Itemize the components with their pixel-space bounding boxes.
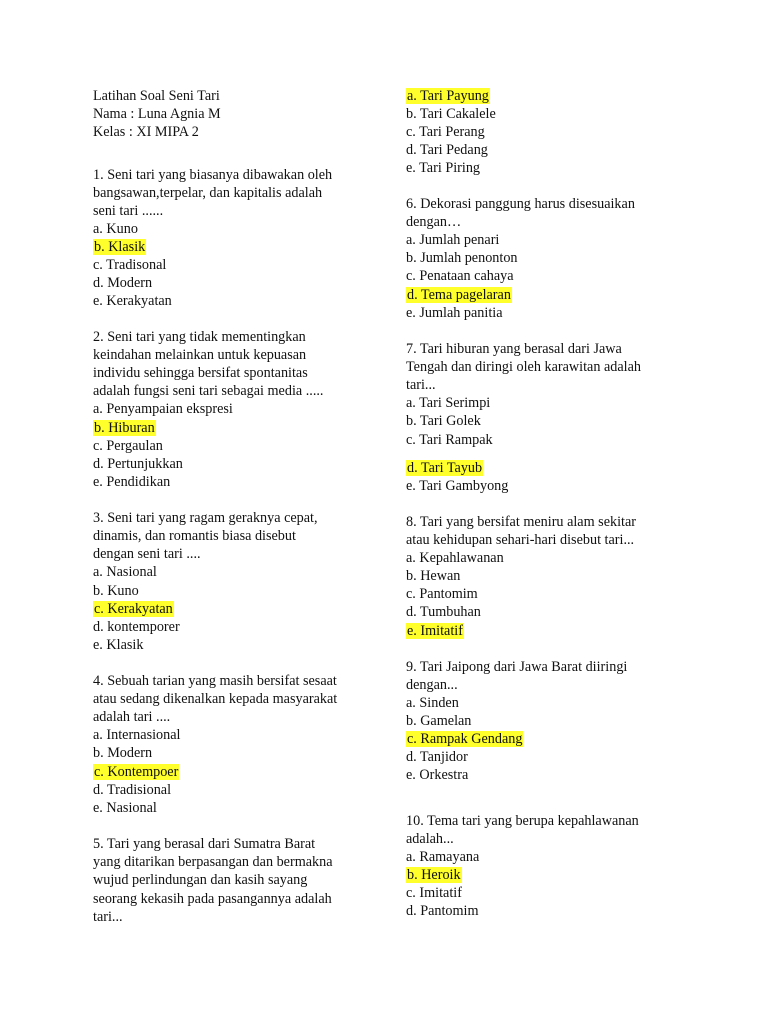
answer-option: d. Tumbuhan <box>406 604 481 620</box>
answer-option: d. kontemporer <box>93 619 180 635</box>
answer-option: b. Hewan <box>406 568 461 584</box>
answer-option: d. Tradisional <box>93 782 172 798</box>
highlighted-answer: b. Hiburan <box>94 420 155 436</box>
highlighted-answer: a. Tari Payung <box>407 88 489 104</box>
answer-option: a. Tari Serimpi <box>406 395 491 411</box>
highlighted-answer: d. Tari Tayub <box>407 460 483 476</box>
answer-option-selected <box>406 87 490 105</box>
question-text: Tengah dan diringi oleh karawitan adalah <box>406 359 641 375</box>
answer-option: a. Penyampaian ekspresi <box>93 401 233 417</box>
answer-option: a. Sinden <box>406 695 459 711</box>
answer-option: b. Kuno <box>93 583 139 599</box>
question-text: dengan... <box>406 677 458 693</box>
highlighted-answer: b. Klasik <box>94 239 146 255</box>
highlighted-answer: c. Rampak Gendang <box>407 731 523 747</box>
question-text: 9. Tari Jaipong dari Jawa Barat diiringi <box>406 659 628 675</box>
highlighted-answer: c. Kerakyatan <box>94 601 173 617</box>
answer-option: e. Tari Piring <box>406 160 481 176</box>
answer-option-selected <box>93 238 146 256</box>
question-text: individu sehingga bersifat spontanitas <box>93 365 308 381</box>
answer-option: b. Tari Golek <box>406 413 481 429</box>
question-text: seni tari ...... <box>93 203 164 219</box>
question-text: dengan… <box>406 214 462 230</box>
student-name: Nama : Luna Agnia M <box>93 106 221 122</box>
answer-option: b. Jumlah penonton <box>406 250 518 266</box>
answer-option: b. Gamelan <box>406 713 472 729</box>
answer-option: d. Tari Pedang <box>406 142 488 158</box>
answer-option-selected <box>406 286 512 304</box>
highlighted-answer: e. Imitatif <box>407 623 463 639</box>
question-text: 6. Dekorasi panggung harus disesuaikan <box>406 196 635 212</box>
question-text: adalah fungsi seni tari sebagai media ..... <box>93 383 324 399</box>
question-text: 4. Sebuah tarian yang masih bersifat sesaat <box>93 673 337 689</box>
document-title: Latihan Soal Seni Tari <box>93 88 220 104</box>
answer-option: c. Tari Perang <box>406 124 485 140</box>
question-text: yang ditarikan berpasangan dan bermakna <box>93 854 333 870</box>
question-text: tari... <box>93 909 123 925</box>
question-text: 1. Seni tari yang biasanya dibawakan oleh <box>93 167 333 183</box>
highlighted-answer: b. Heroik <box>407 867 461 883</box>
question-text: 5. Tari yang berasal dari Sumatra Barat <box>93 836 316 852</box>
question-text: keindahan melainkan untuk kepuasan <box>93 347 307 363</box>
question-text: dengan seni tari .... <box>93 546 201 562</box>
answer-option: b. Modern <box>93 745 153 761</box>
question-text: 3. Seni tari yang ragam geraknya cepat, <box>93 510 318 526</box>
answer-option: c. Imitatif <box>406 885 462 901</box>
answer-option-selected <box>93 419 156 437</box>
answer-option: e. Tari Gambyong <box>406 478 509 494</box>
question-text: 10. Tema tari yang berupa kepahlawanan <box>406 813 639 829</box>
question-text: wujud perlindungan dan kasih sayang <box>93 872 308 888</box>
answer-option: e. Jumlah panitia <box>406 305 503 321</box>
answer-option: a. Kepahlawanan <box>406 550 504 566</box>
student-class: Kelas : XI MIPA 2 <box>93 124 199 140</box>
answer-option: d. Pertunjukkan <box>93 456 183 472</box>
answer-option-selected <box>406 866 462 884</box>
question-text: adalah tari .... <box>93 709 171 725</box>
answer-option: a. Jumlah penari <box>406 232 500 248</box>
answer-option: e. Nasional <box>93 800 157 816</box>
answer-option: c. Pantomim <box>406 586 478 602</box>
answer-option: e. Orkestra <box>406 767 469 783</box>
answer-option: d. Pantomim <box>406 903 479 919</box>
answer-option: c. Penataan cahaya <box>406 268 514 284</box>
answer-option-selected <box>93 600 174 618</box>
answer-option: d. Tanjidor <box>406 749 468 765</box>
highlighted-answer: d. Tema pagelaran <box>407 287 511 303</box>
answer-option-selected <box>406 730 523 748</box>
answer-option: a. Nasional <box>93 564 157 580</box>
answer-option: d. Modern <box>93 275 153 291</box>
answer-option: a. Kuno <box>93 221 138 237</box>
highlighted-answer: c. Kontempoer <box>94 764 179 780</box>
answer-option-selected <box>406 622 464 640</box>
question-text: tari... <box>406 377 436 393</box>
answer-option: b. Tari Cakalele <box>406 106 496 122</box>
question-text: seorang kekasih pada pasangannya adalah <box>93 891 332 907</box>
question-text: bangsawan,terpelar, dan kapitalis adalah <box>93 185 323 201</box>
question-text: atau sedang dikenalkan kepada masyarakat <box>93 691 338 707</box>
answer-option: a. Ramayana <box>406 849 480 865</box>
answer-option: e. Pendidikan <box>93 474 171 490</box>
question-text: dinamis, dan romantis biasa disebut <box>93 528 296 544</box>
answer-option-selected <box>93 763 179 781</box>
answer-option-selected <box>406 459 483 477</box>
question-text: 7. Tari hiburan yang berasal dari Jawa <box>406 341 622 357</box>
question-text: 8. Tari yang bersifat meniru alam sekitar <box>406 514 636 530</box>
answer-option: c. Tradisonal <box>93 257 167 273</box>
answer-option: e. Klasik <box>93 637 144 653</box>
answer-option: c. Pergaulan <box>93 438 163 454</box>
question-text: atau kehidupan sehari-hari disebut tari... <box>406 532 635 548</box>
question-text: 2. Seni tari yang tidak mementingkan <box>93 329 306 345</box>
answer-option: e. Kerakyatan <box>93 293 172 309</box>
answer-option: c. Tari Rampak <box>406 432 493 448</box>
question-text: adalah... <box>406 831 454 847</box>
answer-option: a. Internasional <box>93 727 181 743</box>
